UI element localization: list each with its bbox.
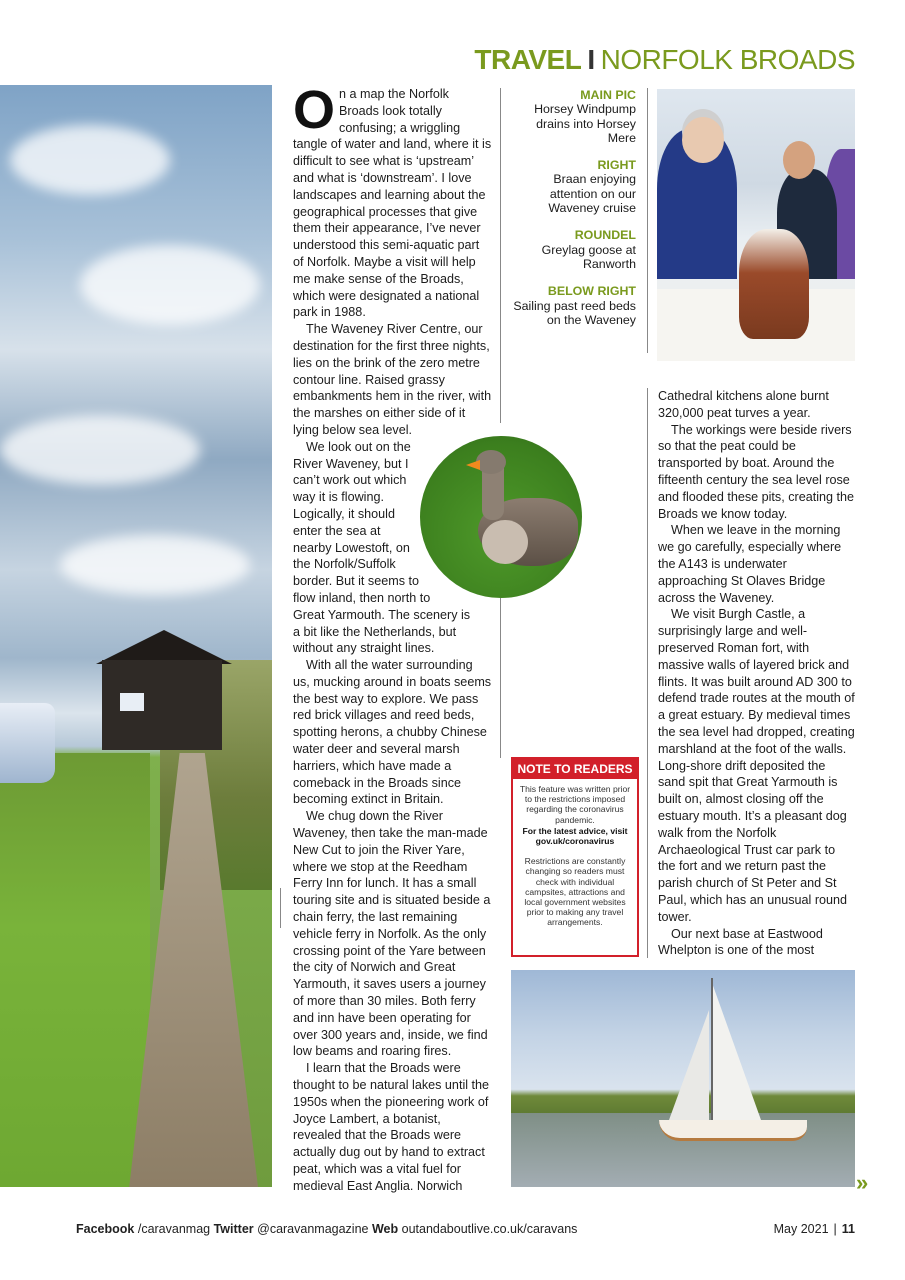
text-line: border. But it seems to [293, 574, 419, 589]
column-rule [280, 888, 281, 928]
page-number: 11 [841, 1222, 855, 1236]
article-paragraph: Our next base at Eastwood Whelpton is one of the most [658, 926, 823, 958]
photo-captions [505, 88, 636, 327]
web-url[interactable]: outandaboutlive.co.uk/caravans [401, 1222, 578, 1236]
text-line: without any straight lines. [293, 641, 435, 656]
text-line: way it is flowing. [293, 490, 384, 505]
twitter-handle[interactable]: @caravanmagazine [257, 1222, 369, 1236]
text-line: River Waveney, but I [293, 456, 409, 471]
text-line: enter the sea at [293, 523, 381, 538]
article-paragraph: The workings were beside rivers so that the peat could be transported by boat. Around the fifteenth century the sea level rose and flooded these pits, creating the Broads we know today. [658, 422, 855, 521]
caption-text: Braan enjoying attention on our Waveney cruise [548, 172, 636, 216]
note-body: Restrictions are constantly changing so readers must check with individual campsites, attractions and local government websites prior to making any travel arrangements. [524, 856, 626, 928]
twitter-label: Twitter [213, 1222, 254, 1236]
note-to-readers-box [511, 757, 639, 957]
facebook-handle[interactable]: /caravanmag [137, 1222, 211, 1236]
article-column-1 [293, 80, 492, 1195]
section-header [474, 44, 855, 76]
caption-text: Sailing past reed beds on the Waveney [513, 298, 636, 327]
web-label: Web [371, 1222, 399, 1236]
article-paragraph-wrapped [293, 439, 492, 657]
article-paragraph: When we leave in the morning we go carefully, especially where the A143 is underwater approaching St Olaves Bridge across the Waveney. [658, 523, 842, 605]
main-photo [0, 85, 272, 1187]
text-line: Logically, it should [293, 506, 395, 521]
text-line: Great Yarmouth. The scenery is [293, 607, 471, 622]
text-line: We look out on the [306, 439, 411, 454]
text-line: nearby Lowestoft, on [293, 540, 410, 555]
continue-chevron-icon: » [856, 1170, 869, 1195]
column-rule [500, 88, 501, 423]
article-paragraph: We visit Burgh Castle, a surprisingly large and well-preserved Roman fort, with massive walls of layered brick and flints. It was built around AD 300 to defend trade routes at the mouth of a great estuary. By medieval times the sea level had dropped, creating marshland at the foot of the walls. Long-shore drift deposited the sand spit that Great Yarmouth is built on, almost closing off the estuary mouth. It’s a pleasant dog walk from the Norfolk Archaeological Trust car park to the fort and we return past the parish church of St Peter and St Paul, which has an unusual round tower. [658, 607, 855, 924]
note-title: NOTE TO READERS [513, 759, 637, 779]
header-separator: I [587, 44, 595, 75]
text-line: can’t work out which [293, 473, 407, 488]
caption-text: Horsey Windpump drains into Horsey Mere [534, 102, 636, 145]
dog-on-boat-photo [657, 89, 855, 361]
footer-social [76, 1222, 577, 1236]
folio-divider: | [833, 1222, 837, 1236]
note-advice: For the latest advice, visit gov.uk/coronavirus [522, 825, 628, 847]
article-paragraph: Cathedral kitchens alone burnt 320,000 peat turves a year. [658, 389, 829, 420]
sailing-photo [511, 970, 855, 1187]
caption-label: ROUNDEL [574, 228, 636, 243]
column-rule [500, 598, 501, 758]
section-topic: NORFOLK BROADS [600, 44, 855, 75]
article-paragraph: I learn that the Broads were thought to be natural lakes until the 1950s when the pioneering work of Joyce Lambert, a botanist, revealed that the Broads were actually dug out by hand to extract peat, which was a vital fuel for medieval East Anglia. Norwich [293, 1061, 490, 1193]
facebook-label: Facebook [76, 1222, 135, 1236]
article-paragraph: With all the water surrounding us, mucking around in boats seems the best way to explore. We pass red brick villages and reed beds, spotting herons, a chubby Chinese water deer and several marsh harriers, which have made a comeback in the Broads since becoming extinct in Britain. [293, 658, 492, 807]
text-line: the Norfolk/Suffolk [293, 557, 396, 572]
column-rule [647, 88, 648, 353]
article-paragraph: n a map the Norfolk Broads look totally confusing; a wriggling tangle of water and land, where it is difficult to see what is ‘upstream’ and what is ‘downstream’. I love landscapes and learning about the geographical processes that give them their appearance, I’ve never understood this semi-aquatic part of Norfolk. Maybe a visit will help me make sense of the Broads, which were designated a national park in 1988. [293, 87, 492, 320]
text-line: a bit like the Netherlands, but [293, 624, 457, 639]
issue-date: May 2021 [773, 1222, 829, 1236]
article-paragraph: We chug down the River Waveney, then take the man-made New Cut to join the River Yare, where we stop at the Reedham Ferry Inn for lunch. It has a small touring site and is situated beside a chain ferry, the last remaining vehicle ferry in Norfolk. As the only crossing point of the Yare between the city of Norwich and Great Yarmouth, it saves users a journey of more than 30 miles. Both ferry and inn have been operating for over 300 years and, inside, we find low beams and roaring fires. [293, 809, 491, 1059]
page-folio [774, 1222, 855, 1236]
caption-label: RIGHT [597, 158, 636, 173]
article-column-2 [658, 388, 855, 959]
section-label: TRAVEL [474, 44, 582, 75]
text-line: flow inland, then north to [293, 590, 431, 605]
article-paragraph: The Waveney River Centre, our destination for the first three nights, lies on the brink of the zero metre contour line. Raised grassy embankments hem in the river, with the marshes on either side of it lying below sea level. [293, 322, 492, 437]
note-intro: This feature was written prior to the restrictions imposed regarding the coronavirus pandemic. [519, 784, 631, 825]
caption-text: Greylag goose at Ranworth [541, 242, 636, 271]
caption-label: BELOW RIGHT [547, 284, 636, 299]
caption-label: MAIN PIC [580, 88, 636, 102]
column-rule [647, 388, 648, 958]
drop-cap: O [293, 80, 336, 140]
